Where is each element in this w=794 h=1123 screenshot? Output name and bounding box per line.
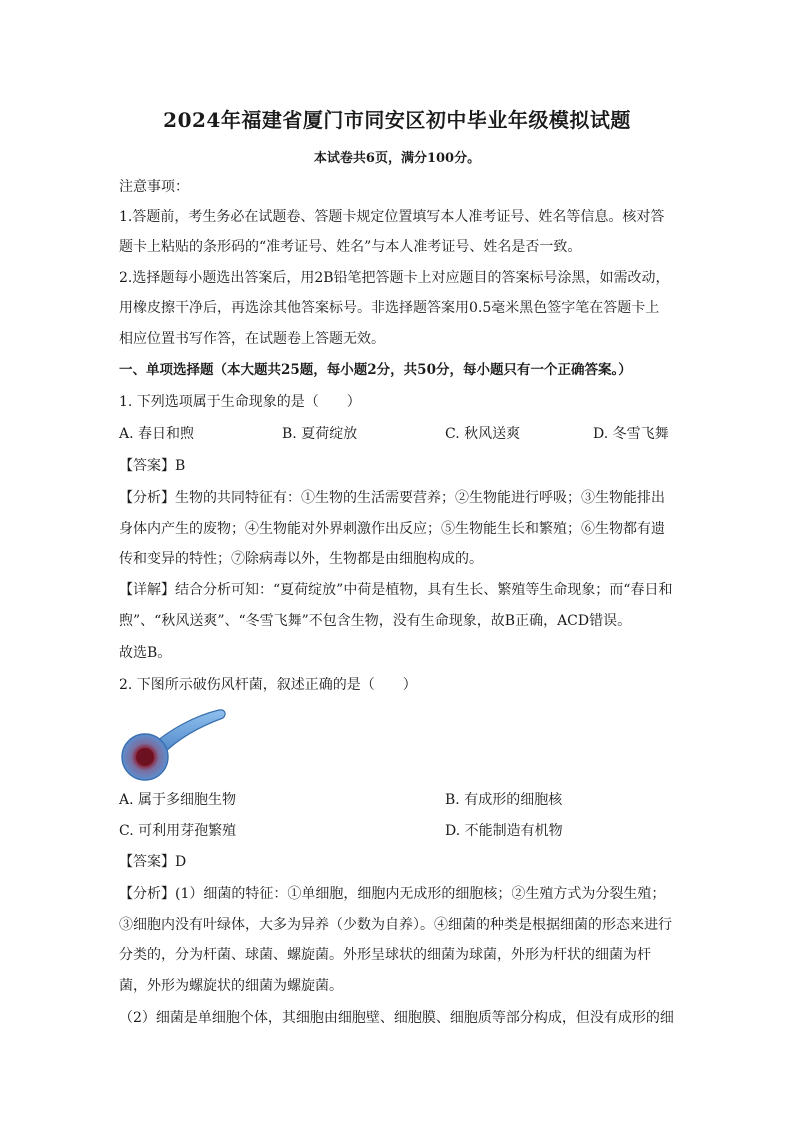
question-2-option-c: C. 可利用芽孢繁殖 — [119, 823, 237, 839]
question-1-option-d: D. 冬雪飞舞 — [593, 426, 669, 442]
tetanus-bacillus-illustration — [119, 702, 229, 784]
question-2-answer: 【答案】D — [119, 854, 187, 870]
question-1-analysis-2: 身体内产生的废物；④生物能对外界刺激作出反应；⑤生物能生长和繁殖；⑥生物都有遗 — [119, 521, 665, 537]
question-2-analysis-1: 【分析】(1）细菌的特征：①单细胞，细胞内无成形的细胞核；②生殖方式为分裂生殖； — [119, 886, 666, 902]
question-1-detail-3: 故选B。 — [119, 645, 172, 661]
question-1-option-b: B. 夏荷绽放 — [282, 426, 358, 442]
question-2-option-b: B. 有成形的细胞核 — [445, 792, 563, 808]
notice-line-2: 题卡上粘贴的条形码的“准考证号、姓名”与本人准考证号、姓名是否一致。 — [119, 239, 582, 255]
notice-heading: 注意事项： — [119, 179, 189, 195]
question-1-analysis-3: 传和变异的特性；⑦除病毒以外，生物都是由细胞构成的。 — [119, 551, 483, 567]
question-2-option-a: A. 属于多细胞生物 — [119, 792, 237, 808]
question-1-answer: 【答案】B — [119, 458, 186, 474]
notice-line-3: 2.选择题每小题选出答案后，用2B铅笔把答题卡上对应题目的答案标号涂黑，如需改动， — [119, 270, 670, 286]
question-2-analysis-3: 分类的，分为杆菌、球菌、螺旋菌。外形呈球状的细菌为球菌，外形为杆状的细菌为杆 — [119, 947, 651, 963]
question-1-analysis-1: 【分析】生物的共同特征有：①生物的生活需要营养；②生物能进行呼吸；③生物能排出 — [119, 490, 665, 506]
notice-line-5: 相应位置书写作答，在试题卷上答题无效。 — [119, 331, 385, 347]
question-1-detail-2: 煦”、“秋风送爽”、“冬雪飞舞”不包含生物，没有生命现象，故B正确，ACD错误。 — [119, 613, 632, 629]
question-1-option-c: C. 秋风送爽 — [445, 426, 521, 442]
page-subtitle: 本试卷共6页，满分100分。 — [313, 151, 481, 166]
question-1-detail-1: 【详解】结合分析可知：“夏荷绽放”中荷是植物，具有生长、繁殖等生命现象；而“春日和 — [119, 582, 673, 598]
section-heading: 一、单项选择题（本大题共25题，每小题2分，共50分，每小题只有一个正确答案。） — [119, 362, 632, 378]
question-1-option-a: A. 春日和煦 — [119, 426, 195, 442]
question-2-analysis-4: 菌，外形为螺旋状的细菌为螺旋菌。 — [119, 978, 343, 994]
question-2-stem: 2. 下图所示破伤风杆菌，叙述正确的是（ ） — [119, 677, 417, 693]
page-title: 2024年福建省厦门市同安区初中毕业年级模拟试题 — [163, 108, 631, 132]
question-1-stem: 1. 下列选项属于生命现象的是（ ） — [119, 394, 361, 410]
question-2-analysis-2: ③细胞内没有叶绿体，大多为异养（少数为自养）。④细菌的种类是根据细菌的形态来进行 — [119, 917, 672, 933]
question-2-analysis-5: （2）细菌是单细胞个体，其细胞由细胞壁、细胞膜、细胞质等部分构成，但没有成形的细 — [119, 1010, 674, 1026]
notice-line-1: 1.答题前，考生务必在试题卷、答题卡规定位置填写本人准考证号、姓名等信息。核对答 — [119, 209, 665, 225]
question-2-option-d: D. 不能制造有机物 — [445, 823, 563, 839]
notice-line-4: 用橡皮擦干净后，再选涂其他答案标号。非选择题答案用0.5毫米黑色签字笔在答题卡上 — [119, 300, 660, 316]
